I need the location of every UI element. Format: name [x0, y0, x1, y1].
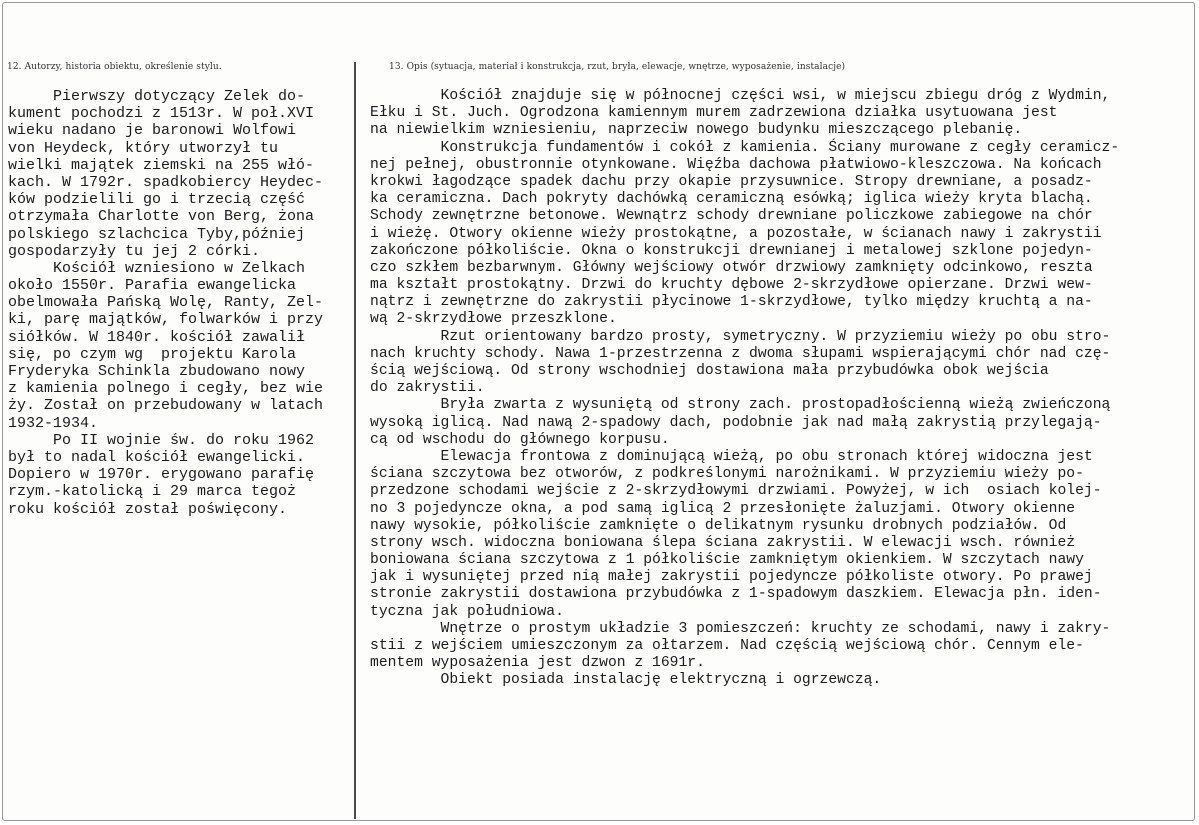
text-line: Konstrukcja fundamentów i cokół z kamienia. Ściany murowane z cegły ceramicz-: [370, 139, 1120, 156]
text-line: nach kruchty schody. Nawa 1-przestrzenna z dwoma słupami wspierającymi chór nad czę-: [370, 345, 1111, 362]
text-line: był to nadal kościół ewangelicki.: [8, 448, 306, 466]
text-line: Po II wojnie św. do roku 1962: [8, 431, 315, 449]
text-line: rzym.-katolicką i 29 marca tegoż: [8, 483, 297, 501]
text-line: strony wsch. widoczna boniowana ślepa ściana zakrystii. W elewacji wsch. również: [370, 534, 1076, 551]
text-line: na niewielkim wzniesieniu, naprzeciw nowego budynku mieszczącego plebanię.: [370, 122, 1023, 139]
text-line: no 3 pojedyncze okna, a pod samą iglicą 2 przesłonięte żaluzjami. Otwory okienne: [370, 500, 1076, 517]
section-12-header: 12. Autorzy, historia obiektu, określenie stylu.: [7, 62, 222, 72]
text-line: von Heydeck, który utworzył tu: [8, 139, 279, 157]
text-line: nawy wysokie, półkoliście zamknięte o delikatnym rysunku drobnych podziałów. Od: [370, 517, 1067, 534]
text-line: mentem wyposażenia jest dzwon z 1691r.: [370, 655, 705, 672]
text-line: tyczna jak południowa.: [370, 603, 564, 620]
text-line: przedzone schodami wejście z 2-skrzydłowymi drzwiami. Powyżej, w ich osiach kolej-: [370, 483, 1102, 500]
text-line: ki, parę majątków, folwarków i przy: [8, 311, 324, 329]
text-line: i wieżę. Otwory okienne wieży prostokątne, a pozostałe, w ścianach nawy i zakrystii: [370, 225, 1102, 242]
text-line: Kościół wzniesiono w Zelkach: [8, 259, 306, 277]
text-line: nej pełnej, obustronnie otynkowane. Więźba dachowa płatwiowo-kleszczowa. Na końcach: [370, 156, 1102, 173]
text-line: siółków. W 1840r. kościół zawalił: [8, 328, 306, 346]
text-line: polskiego szlachcica Tyby,później: [8, 225, 306, 243]
text-line: stronie zakrystii dostawiona przybudówka z 1-spadowym daszkiem. Elewacja płn. iden-: [370, 586, 1102, 603]
text-line: Fryderyka Schinkla zbudowano nowy: [8, 363, 306, 380]
text-line: Obiekt posiada instalację elektryczną i ogrzewczą.: [370, 672, 882, 689]
text-line: 1932-1934.: [8, 414, 99, 432]
text-line: gospodarzyły tu jej 2 córki.: [8, 242, 261, 260]
text-line: się, po czym wg projektu Karola: [8, 345, 297, 363]
text-line: ka ceramiczna. Dach pokryty dachówką ceramiczną esówką; iglica wieży kryta blachą.: [370, 191, 1093, 208]
section-13-header: 13. Opis (sytuacja, materiał i konstrukcja, rzut, bryła, elewacje, wnętrze, wyposażenie, instalacje): [389, 62, 846, 72]
text-line: czo szkłem bezbarwnym. Główny wejściowy otwór drzwiowy zamknięty odcinkowo, reszta: [370, 259, 1093, 276]
text-line: wielki majątek ziemski na 255 włó-: [8, 156, 315, 174]
text-line: Dopiero w 1970r. erygowano parafię: [8, 466, 315, 484]
text-line: Rzut orientowany bardzo prosty, symetryczny. W przyziemiu wieży po obu stro-: [370, 328, 1111, 345]
text-line: Ełku i St. Juch. Ogrodzona kamiennym murem zadrzewiona działka usytuowana jest: [370, 105, 1058, 122]
text-line: z kamienia polnego i cegły, bez wie: [8, 380, 324, 398]
text-line: ży. Został on przebudowany w latach: [8, 397, 324, 415]
text-line: stii z wejściem umieszczonym za ołtarzem. Nad częścią wejściową chór. Cennym ele-: [370, 638, 1084, 654]
text-line: ków podzielili go i trzecią część: [8, 191, 306, 209]
text-line: krokwi łagodzące spadek dachu przy okapie przysuwnice. Stropy drewniane, a posadz-: [370, 173, 1093, 190]
text-line: Elewacja frontowa z dominującą wieżą, po obu stronach której widoczna jest: [370, 448, 1093, 465]
text-line: zakończone półkoliście. Okna o konstrukcji drewnianej i metalowej szklone pojedyn-: [370, 242, 1093, 259]
column-divider: [354, 62, 356, 819]
history-text: [8, 88, 323, 518]
text-line: kach. W 1792r. spadkobiercy Heydec-: [8, 173, 324, 191]
text-line: ściana szczytowa bez otworów, z podkreślonymi narożnikami. W przyziemiu wieży po-: [370, 466, 1084, 483]
text-line: Bryła zwarta z wysuniętą od strony zach. prostopadłościenną wieżą zwieńczoną: [370, 397, 1111, 414]
text-line: wieku nadano je baronowi Wolfowi: [8, 122, 297, 140]
text-line: wą 2-skrzydłowe przeszklone.: [370, 311, 617, 328]
text-line: nątrz i zewnętrzne do zakrystii płycinowe 1-skrzydłowe, tylko między kruchtą a na-: [370, 294, 1093, 311]
text-line: Pierwszy dotyczący Zelek do-: [8, 88, 306, 105]
text-line: obelmowała Pańską Wolę, Ranty, Zel-: [8, 294, 324, 312]
text-line: otrzymała Charlotte von Berg, żona: [8, 208, 315, 226]
text-line: Wnętrze o prostym układzie 3 pomieszczeń: kruchty ze schodami, nawy i zakry-: [370, 620, 1111, 637]
description-text: [370, 88, 1119, 690]
text-line: jak i wysuniętej przed nią małej zakrystii pojedyncze półkoliste otwory. Po prawej: [370, 569, 1093, 586]
text-line: ma kształt prostokątny. Drzwi do kruchty dębowe 2-skrzydłowe opierzane. Drzwi wew-: [370, 277, 1093, 294]
text-line: kument pochodzi z 1513r. W poł.XVI: [8, 105, 315, 123]
text-line: ścią wejściową. Od strony wschodniej dostawiona mała przybudówka obok wejścia: [370, 363, 1049, 379]
text-line: boniowana ściana szczytowa z 1 półkoliście zamkniętym okienkiem. W szczytach nawy: [370, 552, 1084, 569]
text-line: około 1550r. Parafia ewangelicka: [8, 277, 297, 295]
text-line: Kościół znajduje się w północnej części wsi, w miejscu zbiegu dróg z Wydmin,: [370, 88, 1111, 104]
text-line: Schody zewnętrzne betonowe. Wewnątrz schody drewniane policzkowe zabiegowe na chór: [370, 208, 1093, 225]
text-line: do zakrystii.: [370, 380, 485, 397]
text-line: wysoką iglicą. Nad nawą 2-spadowy dach, podobnie jak nad małą zakrystią przylegają-: [370, 414, 1102, 431]
text-line: roku kościół został poświęcony.: [8, 500, 288, 518]
text-line: cą od wschodu do głównego korpusu.: [370, 431, 670, 448]
